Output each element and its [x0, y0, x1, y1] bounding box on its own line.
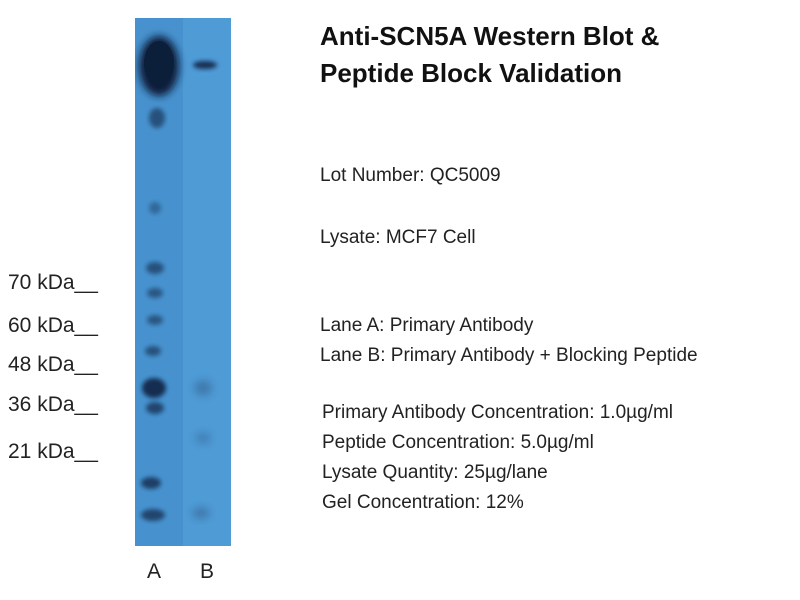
- lane-a-band-65: [147, 288, 163, 298]
- lane-b-faint-band-1: [194, 380, 212, 396]
- lane-a-band-38: [142, 378, 166, 398]
- membrane-tint-left: [135, 18, 183, 546]
- gel-concentration: Gel Concentration: 12%: [322, 492, 524, 513]
- lane-a-top-band-core: [144, 41, 174, 85]
- lysate: Lysate: MCF7 Cell: [320, 227, 476, 248]
- lysate-quantity: Lysate Quantity: 25µg/lane: [322, 462, 548, 483]
- lane-a-band-70: [146, 262, 164, 274]
- lane-a-band-60: [147, 315, 163, 325]
- peptide-concentration: Peptide Concentration: 5.0µg/ml: [322, 432, 594, 453]
- lane-a-band-34: [146, 402, 164, 414]
- lane-a-smear-2: [149, 202, 161, 214]
- marker-70-kda: 70 kDa__: [8, 271, 98, 294]
- lane-b-faint-band-3: [192, 507, 210, 519]
- marker-36-kda: 36 kDa__: [8, 393, 98, 416]
- antibody-concentration: Primary Antibody Concentration: 1.0µg/ml: [322, 402, 673, 423]
- blot-title-line-1: Anti-SCN5A Western Blot &: [320, 21, 660, 51]
- lane-b-description: Lane B: Primary Antibody + Blocking Peptide: [320, 345, 698, 366]
- blot-title: [320, 18, 790, 92]
- marker-60-kda: 60 kDa__: [8, 314, 98, 337]
- blot-title-line-2: Peptide Block Validation: [320, 58, 622, 88]
- lane-a-band-low-1: [141, 477, 161, 489]
- lane-label-a: A: [147, 560, 162, 583]
- lot-number: Lot Number: QC5009: [320, 165, 501, 186]
- lane-a-band-low-2: [141, 509, 165, 521]
- marker-21-kda: 21 kDa__: [8, 440, 98, 463]
- lane-b-top-band: [193, 61, 217, 69]
- western-blot-membrane: [135, 18, 231, 546]
- lane-label-b: B: [200, 560, 215, 583]
- marker-48-kda: 48 kDa__: [8, 353, 98, 376]
- lane-a-smear-1: [149, 108, 165, 128]
- lane-a-band-48: [145, 346, 161, 356]
- lane-b-faint-band-2: [195, 432, 211, 444]
- lane-a-description: Lane A: Primary Antibody: [320, 315, 534, 336]
